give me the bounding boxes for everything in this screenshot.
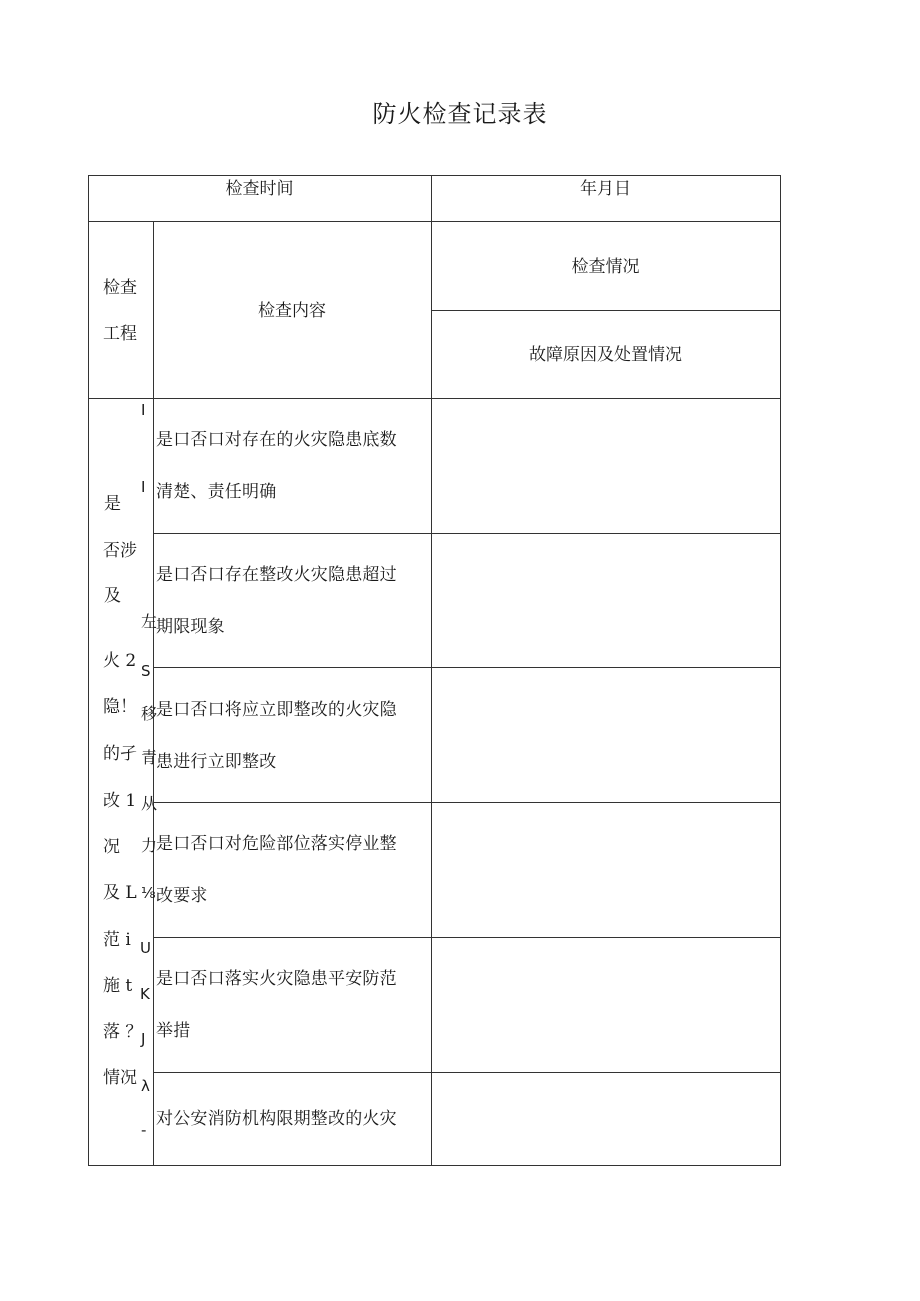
garbled-glyph: J	[141, 1030, 146, 1048]
garbled-glyph: 青	[141, 748, 158, 767]
table-rule	[153, 221, 154, 1166]
page-title: 防火检查记录表	[372, 100, 548, 128]
left-label-line: 况	[103, 837, 120, 857]
left-label-line: 的孑	[103, 744, 137, 764]
left-label-line: 改 1	[103, 791, 137, 811]
date-label: 年月日	[580, 179, 631, 199]
left-label-line: 及	[104, 586, 121, 606]
row-text-line1: 是口否口对危险部位落实停业整	[156, 834, 397, 854]
left-label-line: 是	[104, 494, 121, 514]
row-text-line1: 对公安消防机构限期整改的火灾	[156, 1109, 397, 1129]
table-rule	[153, 802, 781, 803]
row-text-line2: 清楚、责任明确	[156, 482, 277, 502]
table-rule	[153, 937, 781, 938]
garbled-glyph: -	[141, 1121, 147, 1139]
row-text-line1: 是口否口对存在的火灾隐患底数	[156, 430, 397, 450]
table-rule	[153, 533, 781, 534]
table-border-bottom	[88, 1165, 781, 1166]
item-label-line1: 检查	[103, 278, 137, 298]
row-text-line1: 是口否口落实火灾隐患平安防范	[156, 969, 397, 989]
left-label-line: 情况	[103, 1068, 137, 1088]
table-rule	[88, 221, 781, 222]
left-label-line: 范 i	[103, 930, 131, 950]
table-border-right	[780, 175, 781, 1166]
garbled-glyph: 从	[141, 794, 158, 813]
row-text-line2: 举措	[156, 1021, 191, 1041]
garbled-glyph: 移	[141, 704, 158, 723]
row-text-line2: 期限现象	[156, 617, 225, 637]
left-label-line: 隐！	[103, 697, 137, 717]
garbled-glyph: K	[140, 985, 150, 1003]
garbled-glyph: ⅛	[141, 884, 156, 902]
item-label-line2: 工程	[103, 324, 137, 344]
garbled-glyph: λ	[141, 1077, 150, 1095]
left-label-line: 火 2	[103, 651, 137, 671]
fault-label: 故障原因及处置情况	[529, 345, 682, 365]
garbled-glyph: U	[140, 939, 151, 957]
garbled-glyph: I	[141, 401, 146, 419]
left-label-line: 及 L	[103, 883, 137, 903]
garbled-glyph: 力	[141, 836, 158, 855]
garbled-glyph: S	[141, 662, 151, 680]
row-text-line1: 是口否口存在整改火灾隐患超过	[156, 565, 397, 585]
table-rule	[153, 1072, 781, 1073]
row-text-line2: 患进行立即整改	[156, 752, 277, 772]
table-rule	[88, 398, 781, 399]
table-border-top	[88, 175, 781, 176]
table-border-left	[88, 175, 89, 1166]
left-label-line: 施 t	[103, 976, 133, 996]
check-time-label: 检查时间	[225, 179, 294, 199]
row-text-line1: 是口否口将应立即整改的火灾隐	[156, 700, 397, 720]
table-rule	[153, 667, 781, 668]
content-label: 检查内容	[258, 301, 326, 321]
table-rule	[431, 175, 432, 1166]
garbled-glyph: I	[141, 478, 146, 496]
left-label-line: 否涉	[103, 541, 137, 561]
row-text-line2: 改要求	[156, 886, 208, 906]
garbled-glyph: 左	[141, 612, 158, 631]
table-rule	[432, 310, 781, 311]
status-label: 检查情况	[571, 257, 640, 277]
left-label-line: 落 ？	[103, 1022, 143, 1042]
